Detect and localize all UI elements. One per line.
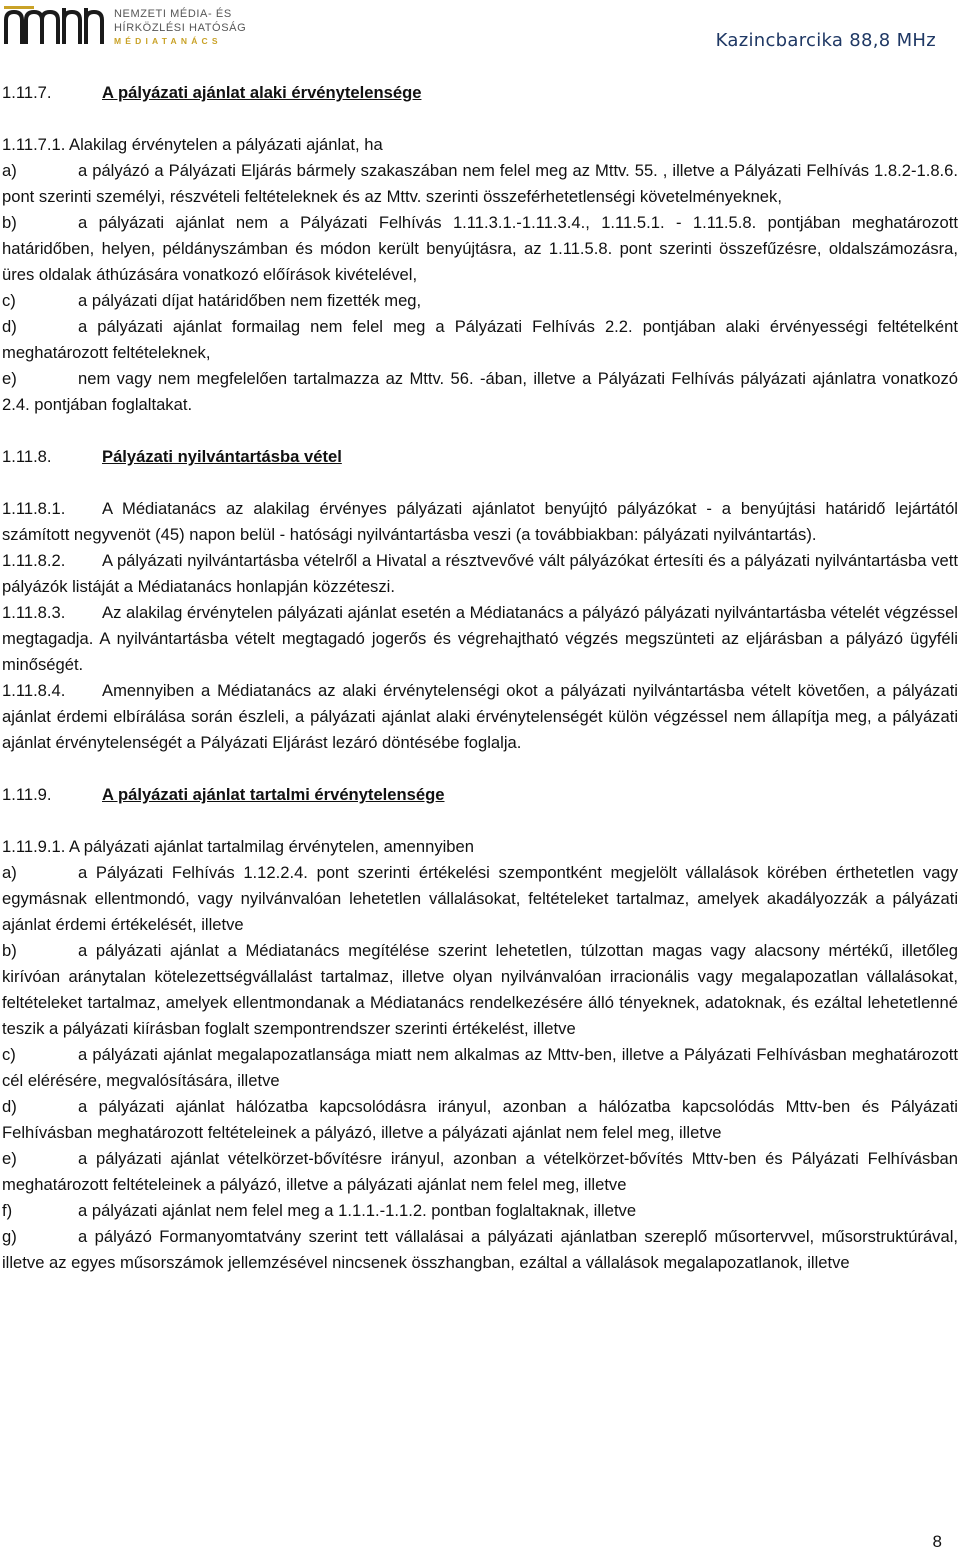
- list-item: [2, 210, 958, 288]
- paragraph-number: 1.11.8.1.: [2, 499, 66, 518]
- paragraph: 1.11.9.1. A pályázati ajánlat tartalmilag érvénytelen, amennyiben: [2, 837, 474, 856]
- list-item-label: c): [2, 291, 16, 310]
- paragraph: [2, 600, 958, 678]
- nmhh-logo-mark-icon: [4, 6, 108, 46]
- list-item: [2, 860, 958, 938]
- section-title: Pályázati nyilvántartásba vétel: [102, 447, 342, 466]
- paragraph: [2, 548, 958, 600]
- section-title: A pályázati ajánlat alaki érvénytelensége: [102, 83, 422, 102]
- list-item: [2, 1094, 958, 1146]
- paragraph-text: A pályázati nyilvántartásba vételről a Hivatal a résztvevővé vált pályázókat értesíti és a pályázati nyilvántartásba vett pályázók listáját a Médiatanács honlapján közzéteszi.: [2, 551, 958, 596]
- paragraph-text: A Médiatanács az alakilag érvényes pályázati ajánlatot benyújtó pályázókat - a benyújtási határidő lejártától számított negyvenöt (45) napon belül - hatósági nyilvántartásba veszi (a továbbiakban: pályázati nyilvántartás).: [2, 499, 958, 544]
- list-item-label: a): [2, 863, 17, 882]
- paragraph-text: Amennyiben a Médiatanács az alaki érvénytelenségi okot a pályázati nyilvántartásba vételt követően, a pályázati ajánlat érdemi elbírálása során észleli, a pályázati ajánlat alaki érvénytelenségét külön végzéssel nem állapítja meg, a pályázati ajánlat érvénytelenségét a Pályázati Eljárást lezáró döntésébe foglalja.: [2, 681, 958, 752]
- list-item-text: a pályázati ajánlat megalapozatlansága miatt nem alkalmas az Mttv-ben, illetve a Pályázati Felhívásban meghatározott cél elérésére, megvalósítására, illetve: [2, 1045, 958, 1090]
- list-item-label: a): [2, 161, 17, 180]
- list-item-text: a Pályázati Felhívás 1.12.2.4. pont szerinti értékelési szempontként megjelölt vállalások körében érthetetlen vagy egymásnak ellentmondó, vagy nyilvánvalóan lehetetlen vállalásokat, feltételeket tartalmaz, amelyek akadályozzák a pályázati ajánlat érdemi értékelését, illetve: [2, 863, 958, 934]
- list-item: [2, 1042, 958, 1094]
- list-item-label: b): [2, 941, 17, 960]
- header-station-title: Kazincbarcika 88,8 MHz: [715, 30, 936, 51]
- paragraph: [2, 678, 958, 756]
- document-body: [2, 80, 958, 1276]
- section-number: 1.11.7.: [2, 83, 52, 102]
- list-item: [2, 158, 958, 210]
- logo-text-line1: NEMZETI MÉDIA- ÉS: [114, 8, 232, 20]
- nmhh-logo: [4, 4, 247, 48]
- list-item-text: nem vagy nem megfelelően tartalmazza az Mttv. 56. -ában, illetve a Pályázati Felhívás pályázati ajánlatra vonatkozó 2.4. pontjában foglaltakat.: [2, 369, 958, 414]
- list-item: [2, 1146, 958, 1198]
- list-item-text: a pályázati ajánlat hálózatba kapcsolódásra irányul, azonban a hálózatba kapcsolódás Mttv-ben és Pályázati Felhívásban meghatározott feltételeinek a pályázó, illetve a pályázati ajánlat nem felel meg, illetve: [2, 1097, 958, 1142]
- paragraph: [2, 496, 958, 548]
- section-title: A pályázati ajánlat tartalmi érvénytelensége: [102, 785, 445, 804]
- list-item-text: a pályázati ajánlat vételkörzet-bővítésre irányul, azonban a vételkörzet-bővítés Mttv-ben és Pályázati Felhívásban meghatározott feltételeinek a pályázó, illetve a pályázati ajánlat nem felel meg, illetve: [2, 1149, 958, 1194]
- list-item-label: d): [2, 317, 17, 336]
- list-item-text: a pályázati ajánlat nem felel meg a 1.1.1.-1.1.2. pontban foglaltaknak, illetve: [78, 1201, 637, 1220]
- logo-text-line3: MÉDIATANÁCS: [114, 36, 222, 46]
- list-item-label: c): [2, 1045, 16, 1064]
- paragraph-text: Az alakilag érvénytelen pályázati ajánlat esetén a Médiatanács a pályázó pályázati nyilvántartásba vételét végzéssel megtagadja. A nyilvántartásba vételt megtagadó jogerős és végrehajtható végzés megszünteti az eljárásban a pályázó ügyféli minőségét.: [2, 603, 958, 674]
- section-number: 1.11.8.: [2, 447, 52, 466]
- page-header: [0, 0, 960, 52]
- list-item-label: b): [2, 213, 17, 232]
- list-item: [2, 366, 958, 418]
- list-item-text: a pályázati díjat határidőben nem fizették meg,: [78, 291, 422, 310]
- list-item-text: a pályázati ajánlat nem a Pályázati Felhívás 1.11.3.1.-1.11.3.4., 1.11.5.1. - 1.11.5.8. pontjában meghatározott határidőben, helyen, példányszámban és módon került benyújtásra, az 1.11.5.8. pont szerinti összefűzésre, oldalszámozásra, üres oldalak áthúzására vonatkozó előírások kivételével,: [2, 213, 958, 284]
- list-item: [2, 1224, 958, 1276]
- list-item-text: a pályázati ajánlat formailag nem felel meg a Pályázati Felhívás 2.2. pontjában alaki érvényességi feltételként meghatározott feltételeknek,: [2, 317, 958, 362]
- list-item-text: a pályázó a Pályázati Eljárás bármely szakaszában nem felel meg az Mttv. 55. , illetve a Pályázati Felhívás 1.8.2-1.8.6. pont szerinti személyi, részvételi feltételeknek és az Mttv. szerinti összeférhetetlenségi követelményeknek,: [2, 161, 958, 206]
- list-item: [2, 314, 958, 366]
- list-item: [2, 938, 958, 1042]
- list-item: [2, 288, 958, 314]
- page-number: 8: [932, 1532, 942, 1551]
- paragraph: 1.11.7.1. Alakilag érvénytelen a pályázati ajánlat, ha: [2, 135, 383, 154]
- section-heading: [2, 444, 958, 470]
- paragraph-number: 1.11.8.2.: [2, 551, 66, 570]
- list-item-label: e): [2, 369, 17, 388]
- list-item-label: e): [2, 1149, 17, 1168]
- section-heading: [2, 782, 958, 808]
- list-item-label: g): [2, 1227, 17, 1246]
- list-item-label: f): [2, 1201, 13, 1220]
- paragraph-number: 1.11.8.3.: [2, 603, 66, 622]
- list-item: [2, 1198, 958, 1224]
- logo-text-line2: HÍRKÖZLÉSI HATÓSÁG: [114, 22, 247, 34]
- paragraph-number: 1.11.8.4.: [2, 681, 66, 700]
- section-heading: [2, 80, 958, 106]
- list-item-text: a pályázati ajánlat a Médiatanács megítélése szerint lehetetlen, túlzottan magas vagy alacsony mértékű, illetőleg kirívóan aránytalan kötelezettségvállalást tartalmaz, illetve olyan nyilvánvalóan irracionális vagy megalapozatlan vállalásokat, feltételeket tartalmaz, amelyek ellentmondanak a Médiatanács rendelkezésére álló tényeknek, adatoknak, és ezáltal lehetetlenné teszik a pályázati kiírásban foglalt szempontrendszer szerinti értékelést, illetve: [2, 941, 958, 1038]
- section-number: 1.11.9.: [2, 785, 52, 804]
- list-item-label: d): [2, 1097, 17, 1116]
- list-item-text: a pályázó Formanyomtatvány szerint tett vállalásai a pályázati ajánlatban szereplő műsortervvel, műsorstruktúrával, illetve az egyes műsorszámok jellemzésével nincsenek összhangban, ezáltal a vállalások megalapozatlanok, illetve: [2, 1227, 958, 1272]
